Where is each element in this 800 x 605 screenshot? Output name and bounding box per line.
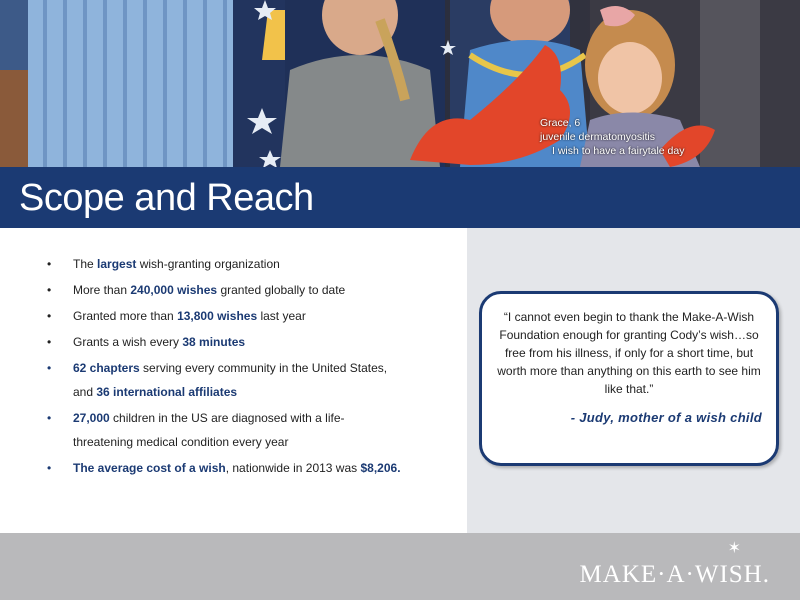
- fact-item: • 27,000 children in the US are diagnosed with a life-threatening medical condition every year: [44, 406, 404, 454]
- girl-face: [598, 42, 662, 114]
- bg-dresser: [0, 70, 28, 167]
- caption-condition: juvenile dermatomyositis: [540, 131, 655, 143]
- testimonial-quote-box: [479, 291, 779, 466]
- logo-wordmark: MAKE·A·WISH.: [579, 561, 770, 588]
- bullet-icon: •: [47, 411, 52, 425]
- bullet-icon: •: [47, 283, 52, 297]
- fact-item: • Grants a wish every 38 minutes: [44, 330, 404, 354]
- quote-attribution: - Judy, mother of a wish child: [570, 410, 762, 425]
- title-bar: [0, 167, 800, 228]
- facts-list: [44, 252, 404, 482]
- caption-wish: I wish to have a fairytale day: [552, 145, 685, 157]
- caption-name: Grace, 6: [540, 117, 581, 129]
- bullet-icon: •: [47, 257, 52, 271]
- fact-item: • More than 240,000 wishes granted globally to date: [44, 278, 404, 302]
- fact-item: • 62 chapters serving every community in the United States, and 36 international affiliates: [44, 356, 404, 404]
- make-a-wish-logo: [550, 540, 770, 589]
- bullet-icon: •: [47, 309, 52, 323]
- bullet-icon: •: [47, 335, 52, 349]
- photo-caption: [540, 116, 790, 158]
- fact-item: • Granted more than 13,800 wishes last year: [44, 304, 404, 328]
- fact-item: • The average cost of a wish, nationwide in 2013 was $8,206.: [44, 456, 404, 480]
- bullet-icon: •: [47, 461, 52, 475]
- child-pajamas: [28, 0, 233, 167]
- page-title: Scope and Reach: [19, 177, 314, 219]
- quote-text: “I cannot even begin to thank the Make-A-Wish Foundation enough for granting Cody’s wish…so free from his illness, if only for a short time, but worth more than anything on this earth to see him like that.”: [497, 310, 761, 396]
- hero-photo: [0, 0, 800, 167]
- star-spark-icon: ✶: [727, 540, 742, 557]
- facts-panel: [0, 228, 467, 533]
- fact-item: • The largest wish-granting organization: [44, 252, 404, 276]
- bullet-icon: •: [47, 361, 52, 375]
- footer-bar: [0, 533, 800, 600]
